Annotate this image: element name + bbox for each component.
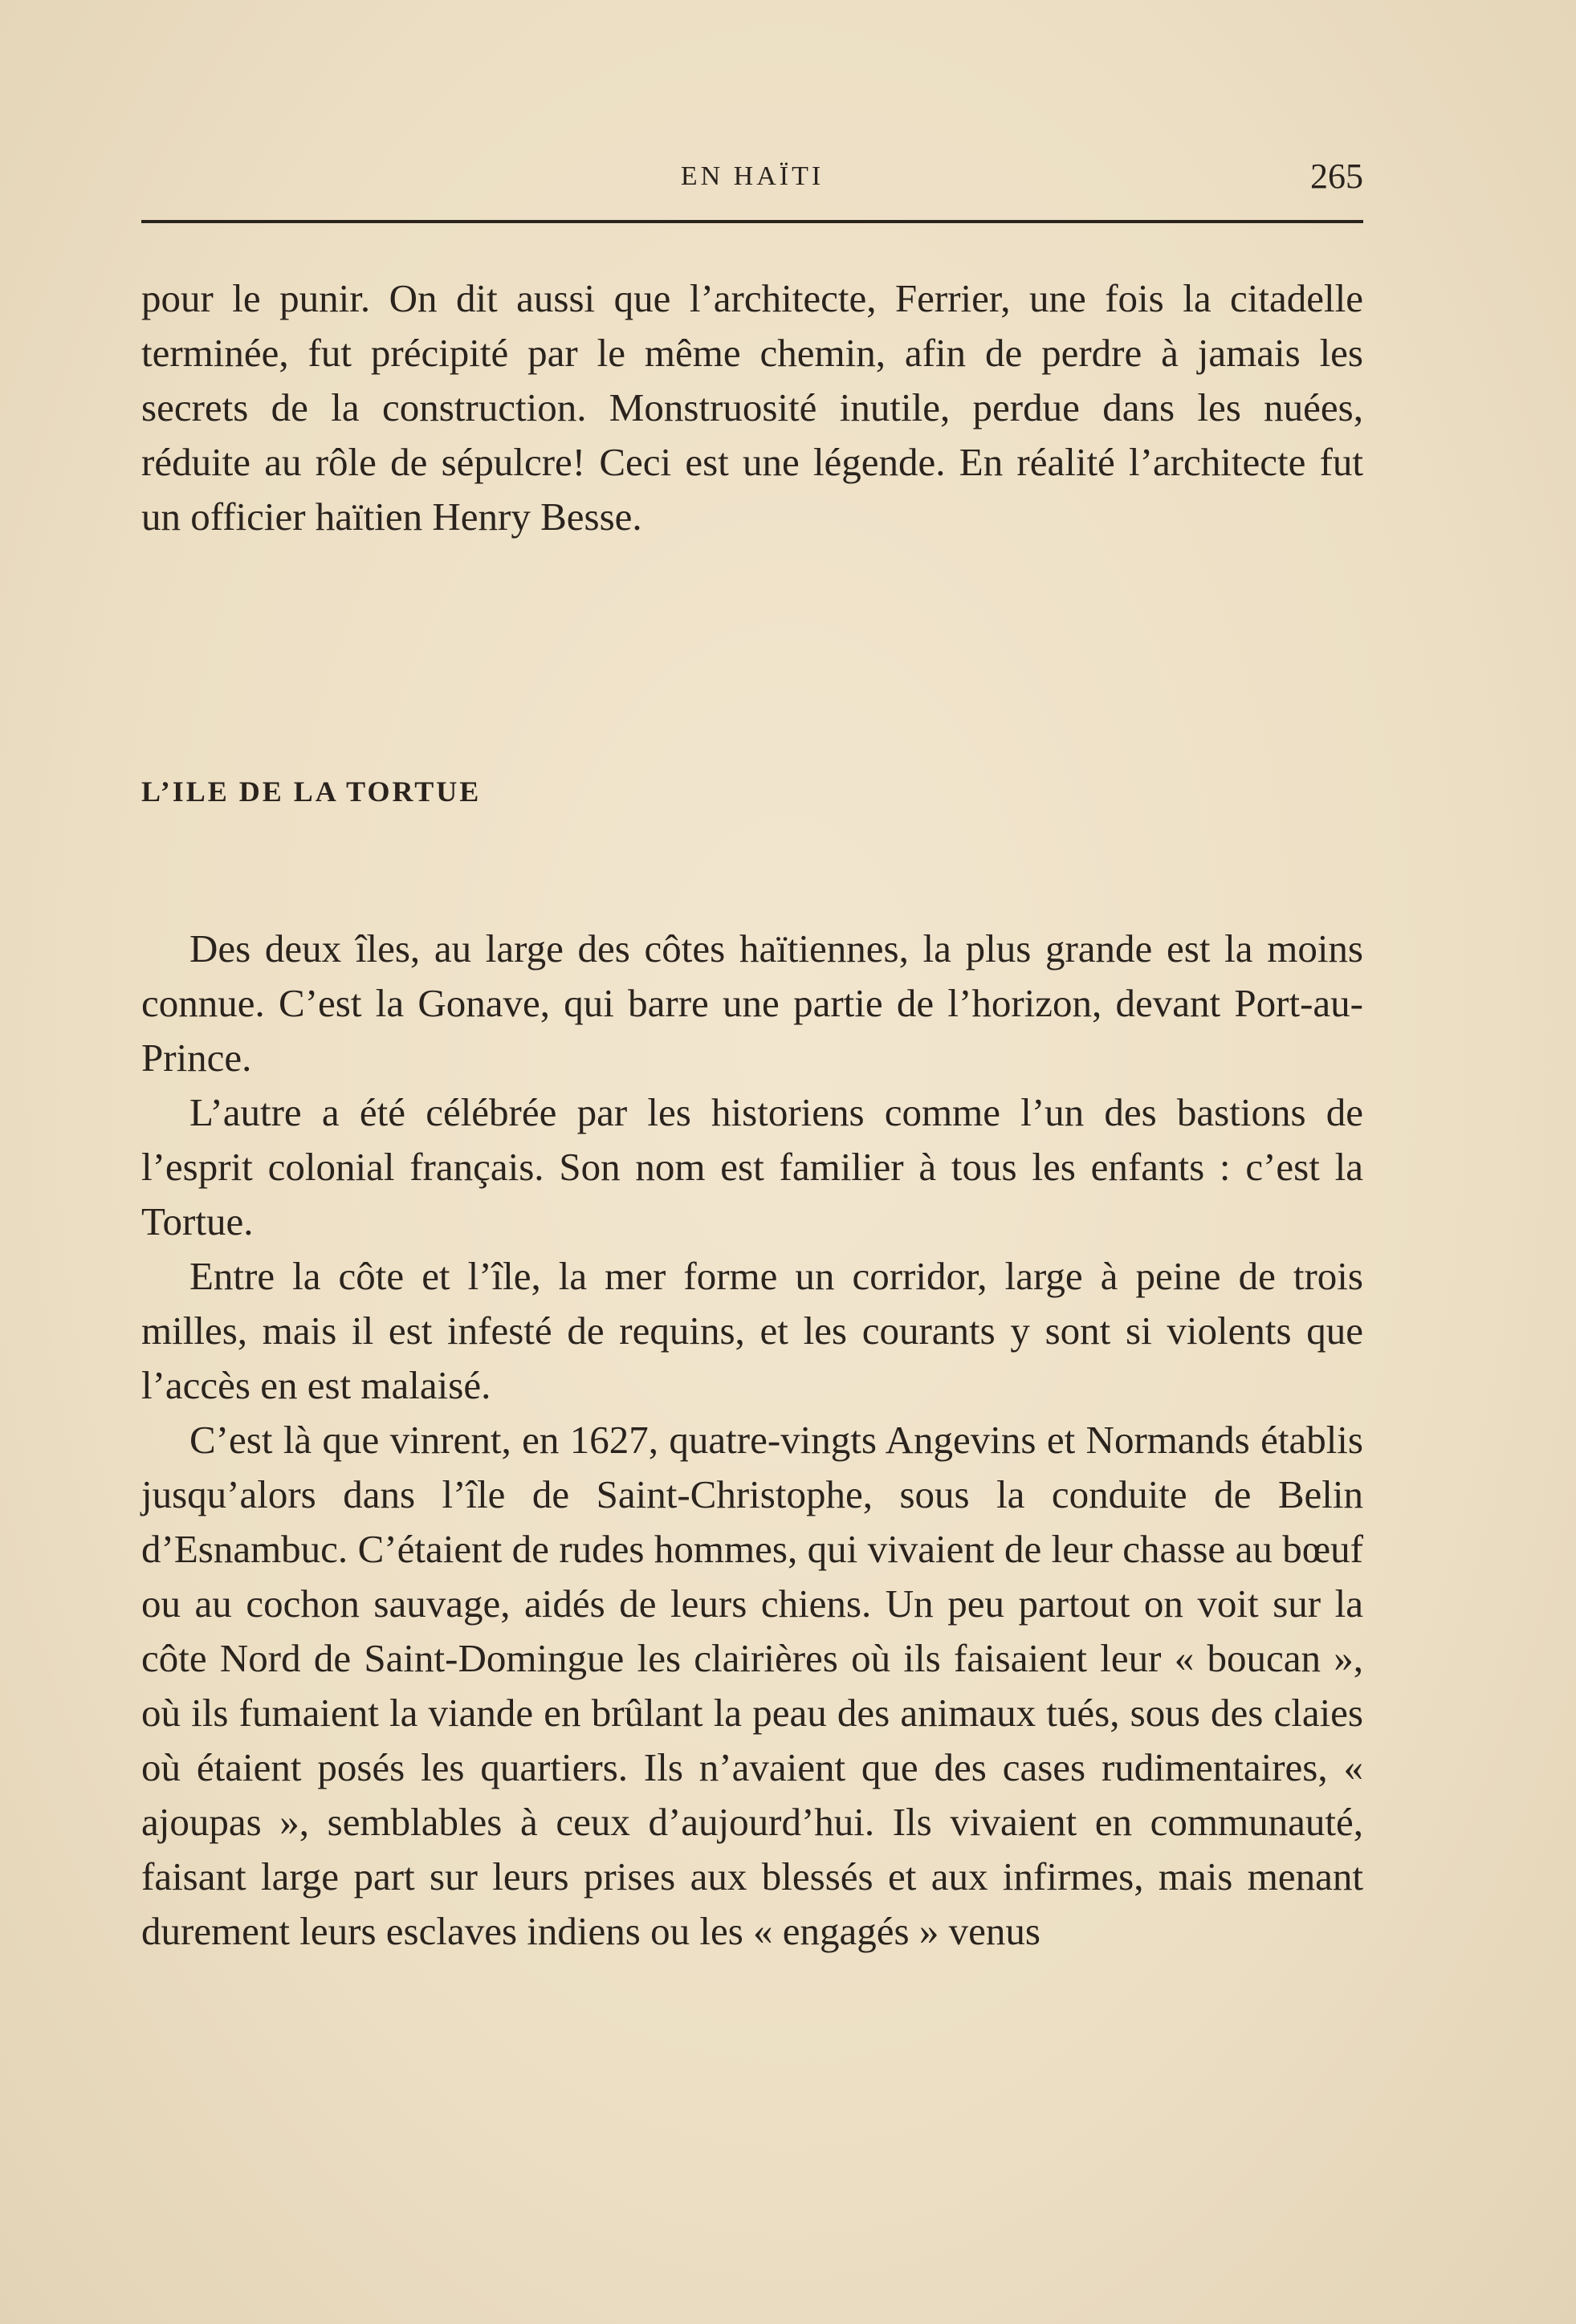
paragraph: Entre la côte et l’île, la mer forme un corridor, large à peine de trois milles, mais il est infesté de requins, et les courants y sont si violents que l’accès en est malaisé. [141,1254,1363,1407]
page-header [141,153,1363,201]
running-head: EN HAÏTI [680,161,825,191]
section-body [141,922,1363,1959]
header-rule [141,220,1363,223]
paragraph: Des deux îles, au large des côtes haïtiennes, la plus grande est la moins connue. C’est la Gonave, qui barre une partie de l’horizon, devant Port-au-Prince. [141,926,1363,1080]
page-number: 265 [1310,157,1363,196]
continued-paragraph: pour le punir. On dit aussi que l’architecte, Ferrier, une fois la citadelle terminée, fut précipité par le même chemin, afin de perdre à jamais les secrets de la construction. Monstruosité inutile, perdue dans les nuées, réduite au rôle de sépulcre! Ceci est une légende. En réalité l’architecte fut un officier haïtien Henry Besse. [141,276,1363,539]
paragraph: C’est là que vinrent, en 1627, quatre-vingts Angevins et Normands établis jusqu’alors dans l’île de Saint-Christophe, sous la conduite de Belin d’Esnambuc. C’étaient de rudes hommes, qui vivaient de leur chasse au bœuf ou au cochon sauvage, aidés de leurs chiens. Un peu partout on voit sur la côte Nord de Saint-Domingue les clairières où ils faisaient leur « boucan », où ils fumaient la viande en brûlant la peau des animaux tués, sous des claies où étaient posés les quartiers. Ils n’avaient que des cases rudimentaires, « ajoupas », semblables à ceux d’aujourd’hui. Ils vivaient en communauté, faisant large part sur leurs prises aux blessés et aux infirmes, mais menant durement leurs esclaves indiens ou les « engagés » venus [141,1418,1363,1953]
section-heading: L’ILE DE LA TORTUE [141,775,482,808]
paragraph: L’autre a été célébrée par les historiens comme l’un des bastions de l’esprit colonial français. Son nom est familier à tous les enfants : c’est la Tortue. [141,1090,1363,1243]
